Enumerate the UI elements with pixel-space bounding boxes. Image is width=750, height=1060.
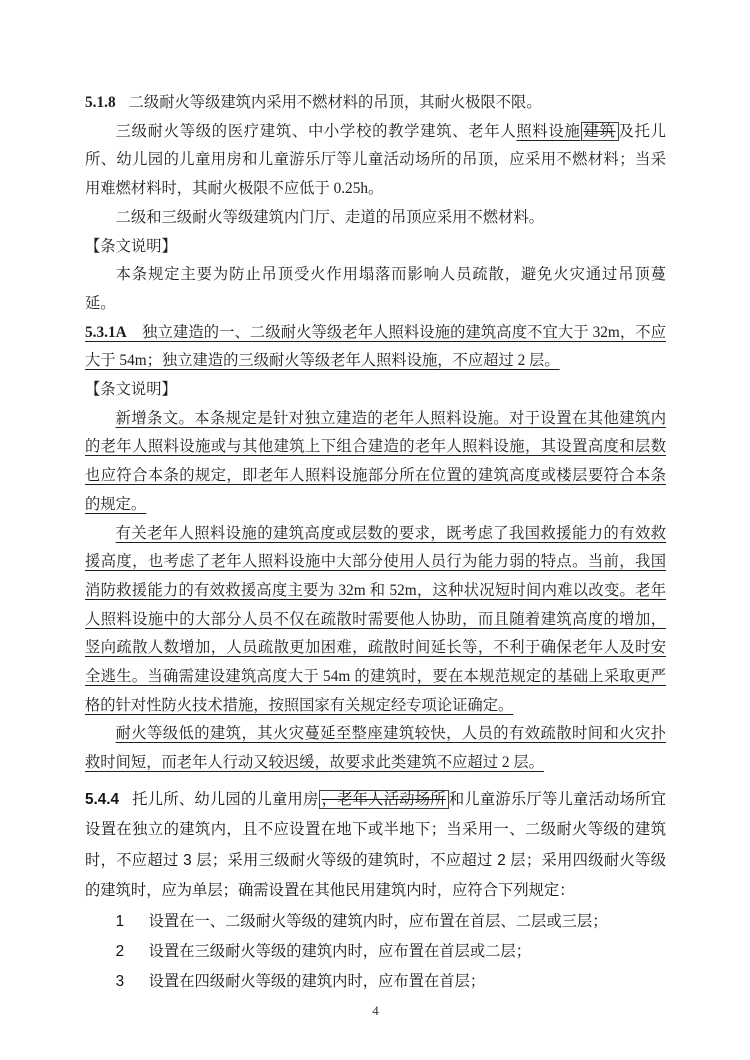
serif-text-block: [85, 89, 666, 778]
clause-number: 5.1.8: [85, 94, 116, 111]
commentary-body: 本条规定主要为防止吊顶受火作用塌落而影响人员疏散，避免火灾通过吊顶蔓延。: [85, 266, 666, 312]
clause-5-1-8-paragraph-3: 二级和三级耐火等级建筑内门厅、走道的吊顶应采用不燃材料。: [115, 208, 544, 226]
paragraph-text: 及托儿所、幼儿园的儿童用房和儿童游乐厅等儿童活动场所的吊顶，应采用不燃材料；当采用难燃材料时，其耐火极限不应低于 0.25h。: [85, 122, 666, 198]
list-item-number: 1: [115, 912, 125, 930]
page-number: 4: [372, 1002, 379, 1018]
list-item-text: 设置在一、二级耐火等级的建筑内时，应布置在首层、二层或三层；: [148, 912, 608, 930]
revision-deleted-text: ，老年人活动场所: [319, 790, 449, 809]
clause-5-4-4: [85, 785, 666, 907]
list-item: [85, 907, 666, 937]
list-item-number: 3: [115, 973, 125, 991]
clause-5-3-1A: [85, 319, 666, 376]
revision-deleted-text: 建筑: [581, 122, 619, 141]
clause-5-1-8: [85, 89, 666, 118]
sans-text-block: [85, 785, 666, 998]
list-item: [85, 967, 666, 997]
commentary-inserted-paragraph-1: 新增条文。本条规定是针对独立建造的老年人照料设施。对于设置在其他建筑内的老年人照料设施或与其他建筑上下组合建造的老年人照料设施，其设置高度和层数也应符合本条的规定，即老年人照料设施部分所在位置的建筑高度或楼层要符合本条的规定。: [85, 409, 666, 513]
clause-5-1-8-paragraph-2: [85, 118, 666, 204]
clause-text: 托儿所、幼儿园的儿童用房: [132, 790, 319, 808]
revision-inserted-clause: [85, 324, 666, 370]
revision-inserted-text: 照料设施: [516, 122, 581, 140]
commentary-inserted-paragraph-3: 耐火等级低的建筑，其火灾蔓延至整座建筑较快，人员的有效疏散时间和火灾扑救时间短，而老年人行动又较迟缓，故要求此类建筑不应超过 2 层。: [85, 725, 666, 772]
paragraph-text: 三级耐火等级的医疗建筑、中小学校的教学建筑、老年人: [115, 122, 517, 140]
commentary-inserted-paragraph-2: 有关老年人照料设施的建筑高度或层数的要求，既考虑了我国救援能力的有效救援高度，也考虑了老年人照料设施中大部分使用人员行为能力弱的特点。当前，我国消防救援能力的有效救援高度主要为 32m 和 52m，这种状况短时间内难以改变。老年人照料设施中的大部分人员不仅在疏散时需要他人协助，而且随着建筑高度的增加，竖向疏散人数增加，人员疏散更加困难，疏散时间延长等，不利于确保老年人及时安全逃生。当确需建设建筑高度大于 54m 的建筑时，要在本规范规定的基础上采取更严格的针对性防火技术措施，按照国家有关规定经专项论证确定。: [85, 524, 666, 714]
clause-text: 独立建造的一、二级耐火等级老年人照料设施的建筑高度不宜大于 32m，不应大于 54m；独立建造的三级耐火等级老年人照料设施，不应超过 2 层。: [85, 323, 666, 370]
list-item: [85, 937, 666, 967]
clause-number: 5.4.4: [85, 790, 120, 808]
list-item-text: 设置在三级耐火等级的建筑内时，应布置在首层或二层；: [148, 942, 532, 960]
list-item-number: 2: [115, 942, 125, 960]
list-item-text: 设置在四级耐火等级的建筑内时，应布置在首层；: [148, 973, 486, 991]
clause-text: 二级耐火等级建筑内采用不燃材料的吊顶，其耐火极限不限。: [128, 94, 542, 111]
commentary-label: 【条文说明】: [85, 381, 177, 399]
clause-number: 5.3.1A: [85, 323, 127, 341]
commentary-label: 【条文说明】: [85, 237, 177, 255]
clause-text: 和儿童游乐厅等儿童活动场所宜设置在独立的建筑内，且不应设置在地下或半地下；当采用一、二级耐火等级的建筑时，不应超过 3 层；采用三级耐火等级的建筑时，不应超过 2 层；采用四级耐火等级的建筑时，应为单层；确需设置在其他民用建筑内时，应符合下列规定：: [85, 790, 666, 900]
